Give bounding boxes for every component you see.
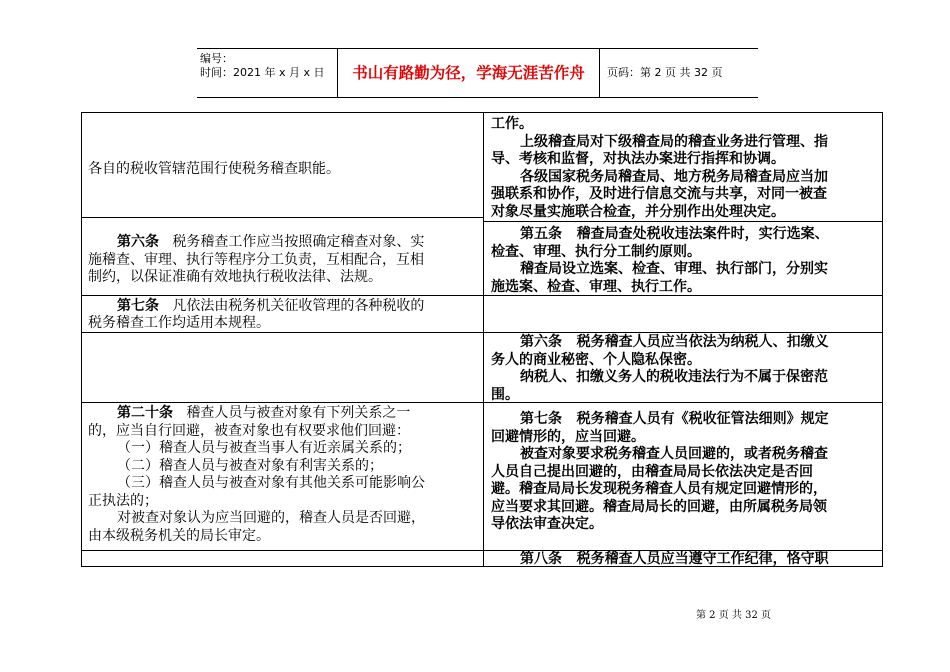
left-r1-line: 各自的税收管辖范围行使税务稽查职能。 <box>88 161 340 177</box>
right-r5-line: 避。稽查局局长发现税务稽查人员有规定回避情形的， <box>491 481 827 497</box>
number-label: 编号： <box>200 52 233 65</box>
left-r5-line: （一）稽查人员与被查当事人有近亲属关系的； <box>117 440 411 456</box>
article-heading: 第八条 <box>520 551 562 567</box>
right-r1-line: 导、考核和监督，对执法办案进行指挥和协调。 <box>491 151 785 167</box>
right-r2-line: 施选案、检查、审理、执行工作。 <box>491 278 701 295</box>
article-heading: 第六条 <box>520 334 562 350</box>
left-r5-line: （三）稽查人员与被查对象有其他关系可能影响公 <box>117 475 425 491</box>
right-r5-line: 应当要求其回避。稽查局局长的回避，由所属税务局领 <box>491 498 827 515</box>
row-divider <box>82 402 483 403</box>
right-article-7: 第七条 税务稽查人员有《税收征管法细则》规定 <box>520 411 829 427</box>
right-r4-line: 纳税人、扣缴义务人的税收违法行为不属于保密范 <box>520 369 828 385</box>
header-motto: 书山有路勤为径，学海无涯苦作舟 <box>338 49 600 97</box>
left-r2-line: 施稽查、审理、执行等程序分工负责，互相配合，互相 <box>88 251 424 268</box>
right-r5-line: 人员自己提出回避的，由稽查局局长依法决定是否回 <box>491 463 813 480</box>
page-footer: 第 2 页 共 32 页 <box>696 610 771 621</box>
right-r5-line: 回避情形的，应当回避。 <box>491 428 645 445</box>
right-r1-line: 各级国家税务局稽查局、地方税务局稽查局应当加 <box>520 168 828 185</box>
left-r5-line: 正执法的； <box>88 492 158 509</box>
row-divider <box>82 217 483 218</box>
header-info-cell <box>197 49 338 97</box>
right-article-6: 第六条 税务稽查人员应当依法为纳税人、扣缴义 <box>520 334 829 350</box>
row-divider <box>484 332 882 333</box>
left-article-20: 第二十条 稽查人员与被查对象有下列关系之一 <box>117 405 411 421</box>
article-heading: 第五条 <box>520 226 562 242</box>
article-heading: 第六条 <box>117 234 159 250</box>
article-heading: 第七条 <box>520 411 562 427</box>
left-r5-line: 的，应当自行回避，被查对象也有权要求他们回避： <box>88 422 410 439</box>
right-r1-line: 对象尽量实施联合检查，并分别作出处理决定。 <box>491 203 785 220</box>
right-r1-line: 上级稽查局对下级稽查局的稽查业务进行管理、指 <box>520 133 828 150</box>
left-r5-line: 由本级税务机关的局长审定。 <box>88 527 270 544</box>
left-r2-line: 制约，以保证准确有效地执行税收法律、法规。 <box>88 269 382 285</box>
right-r2-line: 稽查局设立选案、检查、审理、执行部门，分别实 <box>520 261 828 277</box>
left-article-7: 第七条 凡依法由税务机关征收管理的各种税收的 <box>117 298 425 314</box>
row-divider <box>82 295 483 296</box>
right-r1-line: 工作。 <box>491 116 533 132</box>
page-header <box>197 48 758 98</box>
right-r5-line: 被查对象要求税务稽查人员回避的，或者税务稽查 <box>520 446 828 462</box>
left-r3-line: 税务稽查工作均适用本规程。 <box>88 315 270 331</box>
right-article-8: 第八条 税务稽查人员应当遵守工作纪律，恪守职 <box>520 551 829 567</box>
time-label: 时间：2021 年 x 月 x 日 <box>200 66 325 79</box>
right-r2-line: 检查、审理、执行分工制约原则。 <box>491 243 701 260</box>
row-divider <box>82 550 483 551</box>
article-heading: 第七条 <box>117 298 159 314</box>
left-article-6: 第六条 税务稽查工作应当按照确定稽查对象、实 <box>117 234 425 250</box>
right-r4-line: 围。 <box>491 386 519 403</box>
left-r5-line: 对被查对象认为应当回避的，稽查人员是否回避， <box>117 510 425 526</box>
row-divider <box>484 402 882 403</box>
right-r1-line: 强联系和协作，及时进行信息交流与共享，对同一被查 <box>491 186 827 202</box>
column-divider <box>483 113 484 566</box>
right-article-5: 第五条 稽查局查处税收违法案件时，实行选案、 <box>520 226 829 242</box>
comparison-table <box>81 112 883 567</box>
row-divider <box>484 221 882 222</box>
left-r5-line: （二）稽查人员与被查对象有利害关系的； <box>117 457 383 474</box>
right-r5-line: 导依法审查决定。 <box>491 516 603 532</box>
article-heading: 第二十条 <box>117 405 173 421</box>
header-page-label: 页码：第 2 页 共 32 页 <box>607 66 723 79</box>
right-r4-line: 务人的商业秘密、个人隐私保密。 <box>491 351 701 368</box>
